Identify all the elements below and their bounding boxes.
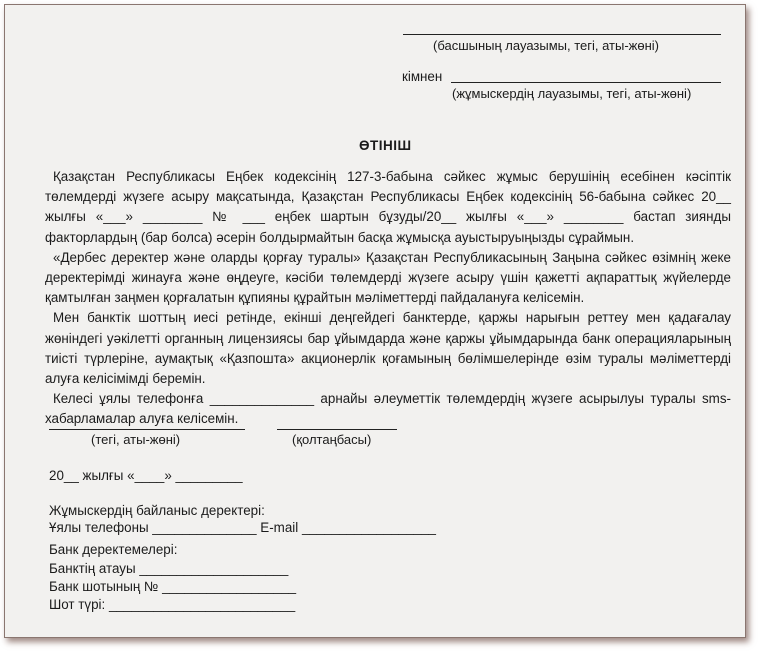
boss-line [403, 34, 721, 35]
sign-line [277, 429, 397, 430]
paragraph-request: Қазақстан Республикасы Еңбек кодексінің 127-3-бабына сәйкес жұмыс берушінің есебінен кәсіптік төлемдерді жүзеге асыру мақсатында, Қазақстан Республикасы Еңбек кодексінің 56-бабына сәйкес 20__ жылғы «___» ________ № ___ еңбек шартын бұзуды/20__ жылғы «___» ________ бастап зиянды факторлардың (бар болса) әсерін болдырмайтын басқа жұмысқа ауыстыруыңызды сұраймын. [45, 169, 731, 245]
paragraph-personal-data: «Дербес деректер және оларды қорғау туралы» Қазақстан Республикасының Заңына сәйкес өзімнің жеке деректерімді жинауға және өңдеуге, кәсіби төлемдерді жүзеге асыру үшін қажетті ақпараттық жүйелерде қамтылған заңмен қорғалатын құпияны құрайтын мәліметтерді пайдалануға келісемін. [45, 249, 731, 306]
body-text [45, 167, 731, 430]
bank-account-field: Банк шотының № __________________ [49, 579, 297, 594]
sign-caption: (қолтаңбасы) [292, 432, 372, 447]
contacts-heading: Жұмыскердің байланыс деректері: [49, 503, 265, 518]
employee-line [451, 82, 721, 83]
paragraph-sms-consent: Келесі ұялы телефонға ______________ арнайы әлеуметтік төлемдердің жүзеге асырылуы туралы sms-хабарламалар алуға келісемін. [45, 391, 731, 427]
from-label: кімнен [402, 69, 443, 84]
account-type-field: Шот түрі: _________________________ [49, 597, 296, 612]
phone-email-field: Ұялы телефоны ______________ E-mail __________________ [49, 520, 437, 535]
bank-heading: Банк деректемелері: [49, 542, 178, 557]
name-caption: (тегі, аты-жөні) [91, 432, 181, 447]
employee-caption: (жұмыскердің лауазымы, тегі, аты-жөні) [452, 86, 692, 101]
application-form-paper [4, 4, 746, 638]
name-signature-line [49, 429, 245, 430]
bank-name-field: Банктің атауы ____________________ [49, 561, 289, 576]
paragraph-bank-consent: Мен банктік шоттың иесі ретінде, екінші деңгейдегі банктерде, қаржы нарығын реттеу мен қадағалау жөніндегі уәкілетті органның лицензиясы бар ұйымдарда және қаржы ұйымдарында банк операцияларының тиісті түрлеріне, аумақтық «Қазпошта» акционерлік қоғамының бөлімшелерінде өзім туралы мәліметтерді алуға келісімімді беремін. [45, 310, 731, 387]
date-field: 20__ жылғы «____» _________ [49, 468, 243, 483]
document-title: ӨТІНІШ [359, 138, 412, 153]
boss-caption: (басшының лауазымы, тегі, аты-жөні) [433, 38, 659, 53]
